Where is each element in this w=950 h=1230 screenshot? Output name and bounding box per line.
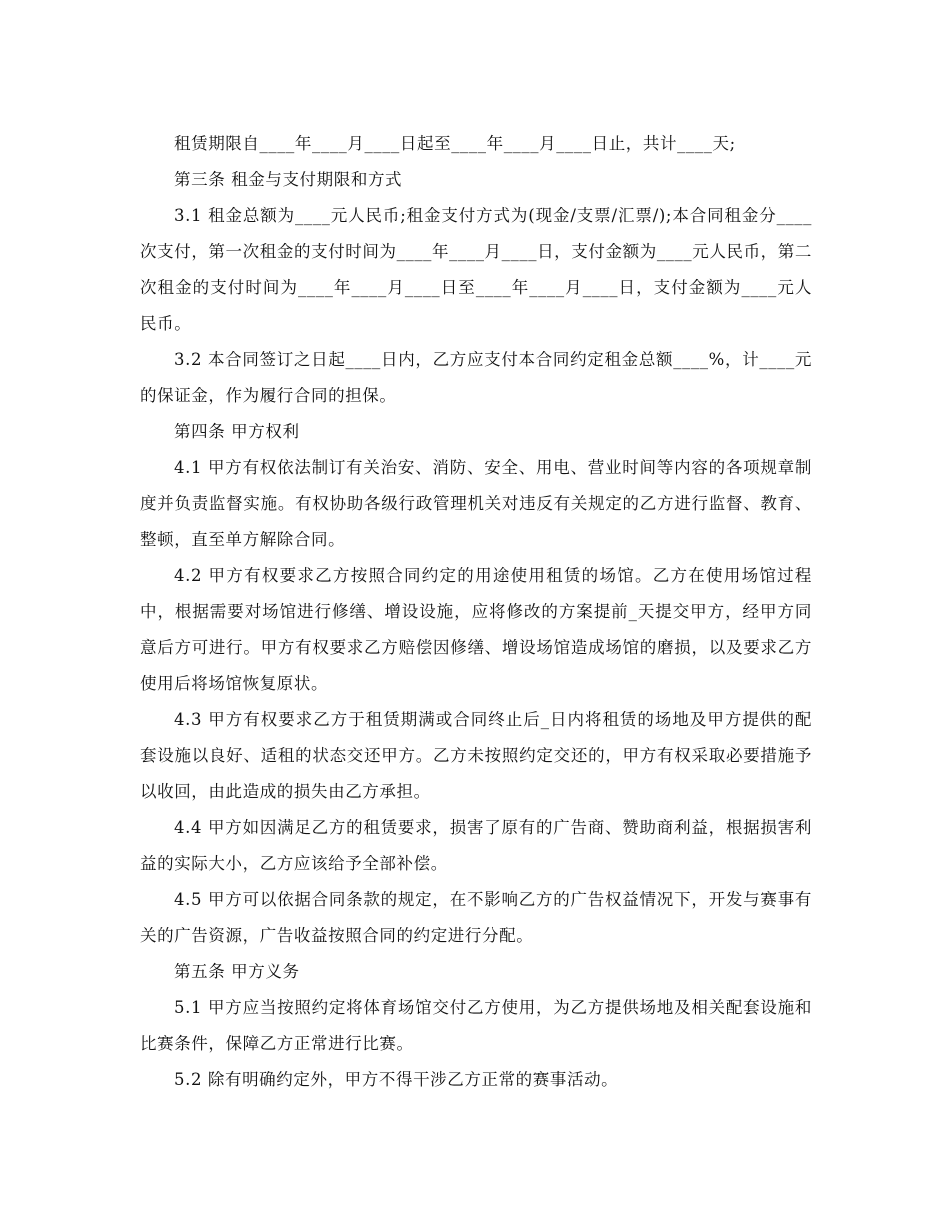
clause-4-3: 4.3 甲方有权要求乙方于租赁期满或合同终止后_日内将租赁的场地及甲方提供的配套设施以良好、适租的状态交还甲方。乙方未按照约定交还的，甲方有权采取必要措施予以收回，由此造成的损失由乙方承担。 xyxy=(140,710,812,801)
article-3-heading: 第三条 租金与支付期限和方式 xyxy=(174,170,403,189)
clause-4-4: 4.4 甲方如因满足乙方的租赁要求，损害了原有的广告商、赞助商利益，根据损害利益的实际大小，乙方应该给予全部补偿。 xyxy=(140,818,812,873)
document-page xyxy=(140,126,812,1098)
clause-5-1: 5.1 甲方应当按照约定将体育场馆交付乙方使用，为乙方提供场地及相关配套设施和比赛条件，保障乙方正常进行比赛。 xyxy=(140,998,812,1053)
article-4-heading: 第四条 甲方权利 xyxy=(174,422,300,441)
clause-4-5: 4.5 甲方可以依据合同条款的规定，在不影响乙方的广告权益情况下，开发与赛事有关的广告资源，广告收益按照合同的约定进行分配。 xyxy=(140,890,812,945)
clause-3-1: 3.1 租金总额为____元人民币;租金支付方式为(现金/支票/汇票/);本合同租金分____次支付，第一次租金的支付时间为____年____月____日，支付金额为____元人民币，第二次租金的支付时间为____年____月____日至____年____月____日，支付金额为____元人民币。 xyxy=(140,206,812,333)
lease-term-paragraph: 租赁期限自____年____月____日起至____年____月____日止，共计____天; xyxy=(174,134,736,153)
clause-4-1: 4.1 甲方有权依法制订有关治安、消防、安全、用电、营业时间等内容的各项规章制度并负责监督实施。有权协助各级行政管理机关对违反有关规定的乙方进行监督、教育、整顿，直至单方解除合同。 xyxy=(140,458,812,549)
clause-4-2: 4.2 甲方有权要求乙方按照合同约定的用途使用租赁的场馆。乙方在使用场馆过程中，根据需要对场馆进行修缮、增设设施，应将修改的方案提前_天提交甲方，经甲方同意后方可进行。甲方有权要求乙方赔偿因修缮、增设场馆造成场馆的磨损，以及要求乙方使用后将场馆恢复原状。 xyxy=(140,566,812,693)
clause-5-2: 5.2 除有明确约定外，甲方不得干涉乙方正常的赛事活动。 xyxy=(174,1070,619,1089)
article-5-heading: 第五条 甲方义务 xyxy=(174,962,300,981)
clause-3-2: 3.2 本合同签订之日起____日内，乙方应支付本合同约定租金总额____%，计____元的保证金，作为履行合同的担保。 xyxy=(140,350,812,405)
